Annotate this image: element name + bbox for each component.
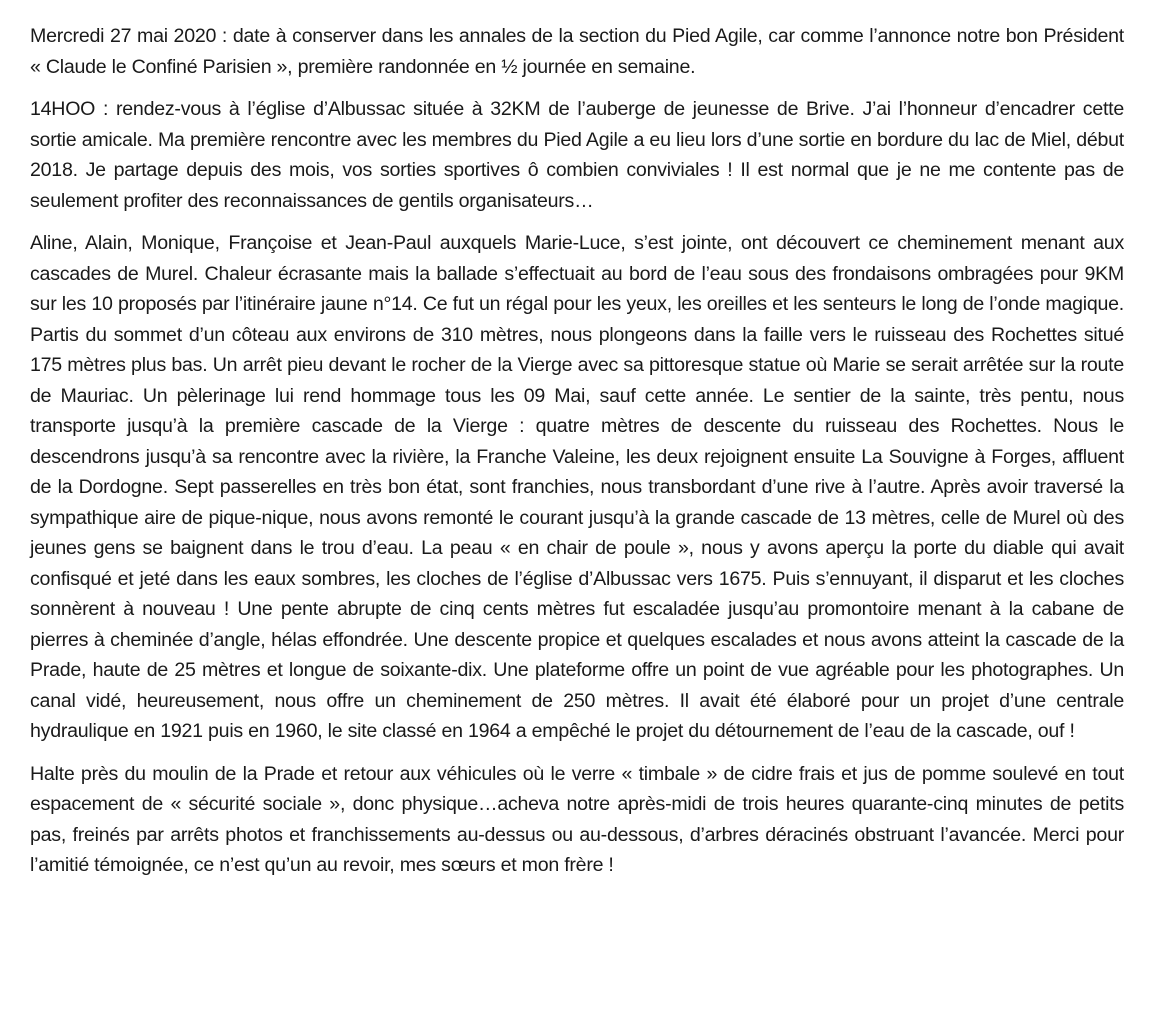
paragraph-conclusion: Halte près du moulin de la Prade et retour aux véhicules où le verre « timbale » de cidre frais et jus de pomme soulevé en tout espacement de « sécurité sociale », donc physique…acheva notre après-midi de trois heures quarante-cinq minutes de petits pas, freinés par arrêts photos et franchissements au-dessus ou au-dessous, d’arbres déracinés obstruant l’avancée. Merci pour l’amitié témoignée, ce n’est qu’un au revoir, mes sœurs et mon frère !: [30, 762, 1124, 876]
paragraph-meeting: 14HOO : rendez-vous à l’église d’Albussac située à 32KM de l’auberge de jeunesse de Brive. J’ai l’honneur d’encadrer cette sortie amicale. Ma première rencontre avec les membres du Pied Agile a eu lieu lors d’une sortie en bordure du lac de Miel, début 2018. Je partage depuis des mois, vos sorties sportives ô combien conviviales ! Il est normal que je ne me contente pas de seulement profiter des reconnaissances de gentils organisateurs…: [30, 98, 1124, 212]
document-body: [30, 21, 1124, 893]
paragraph-intro: Mercredi 27 mai 2020 : date à conserver dans les annales de la section du Pied Agile, car comme l’annonce notre bon Président « Claude le Confiné Parisien », première randonnée en ½ journée en semaine.: [30, 25, 1124, 78]
paragraph-hike-narrative: Aline, Alain, Monique, Françoise et Jean-Paul auxquels Marie-Luce, s’est jointe, ont découvert ce cheminement menant aux cascades de Murel. Chaleur écrasante mais la ballade s’effectuait au bord de l’eau sous des frondaisons ombragées pour 9KM sur les 10 proposés par l’itinéraire jaune n°14. Ce fut un régal pour les yeux, les oreilles et les senteurs le long de l’onde magique. Partis du sommet d’un côteau aux environs de 310 mètres, nous plongeons dans la faille vers le ruisseau des Rochettes situé 175 mètres plus bas. Un arrêt pieu devant le rocher de la Vierge avec sa pittoresque statue où Marie se serait arrêtée sur la route de Mauriac. Un pèlerinage lui rend hommage tous les 09 Mai, sauf cette année. Le sentier de la sainte, très pentu, nous transporte jusqu’à la première cascade de la Vierge : quatre mètres de descente du ruisseau des Rochettes. Nous le descendrons jusqu’à sa rencontre avec la rivière, la Franche Valeine, les deux rejoignent ensuite La Souvigne à Forges, affluent de la Dordogne. Sept passerelles en très bon état, sont franchies, nous transbordant d’une rive à l’autre. Après avoir traversé la sympathique aire de pique-nique, nous avons remonté le courant jusqu’à la grande cascade de 13 mètres, celle de Murel où des jeunes gens se baignent dans le trou d’eau. La peau « en chair de poule », nous y avons aperçu la porte du diable qui avait confisqué et jeté dans les eaux sombres, les cloches de l’église d’Albussac vers 1675. Puis s’ennuyant, il disparut et les cloches sonnèrent à nouveau ! Une pente abrupte de cinq cents mètres fut escaladée jusqu’au promontoire menant à la cabane de pierres à cheminée d’angle, hélas effondrée. Une descente propice et quelques escalades et nous avons atteint la cascade de la Prade, haute de 25 mètres et longue de soixante-dix. Une plateforme offre un point de vue agréable pour les photographes. Un canal vidé, heureusement, nous offre un cheminement de 250 mètres. Il avait été élaboré pour un projet d’une centrale hydraulique en 1921 puis en 1960, le site classé en 1964 a empêché le projet du détournement de l’eau de la cascade, ouf !: [30, 232, 1124, 742]
